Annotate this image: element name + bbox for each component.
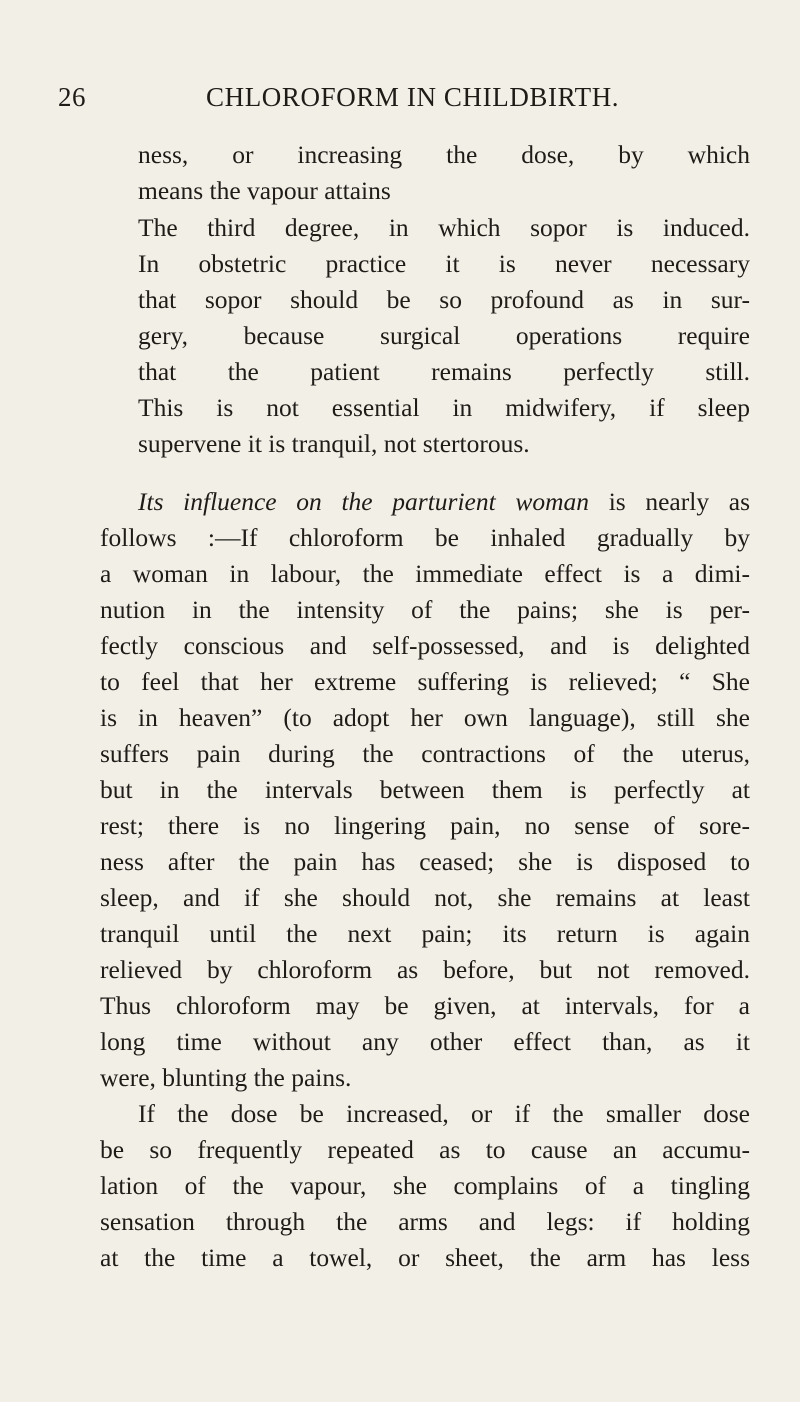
text-line: Thus chloroform may be given, at intervals, for a xyxy=(100,991,750,1020)
page-number: 26 xyxy=(58,82,86,112)
text-line: relieved by chloroform as before, but not removed. xyxy=(100,955,750,984)
text-line: tranquil until the next pain; its return is again xyxy=(100,919,750,948)
text-line: rest; there is no lingering pain, no sense of sore- xyxy=(100,811,750,840)
text-line: fectly conscious and self-possessed, and is delighted xyxy=(100,631,750,660)
text-line: If the dose be increased, or if the smaller dose xyxy=(138,1099,750,1128)
text-line-rest: is nearly as xyxy=(589,487,750,516)
text-line: that the patient remains perfectly still. xyxy=(138,357,750,386)
text-line: long time without any other effect than, as it xyxy=(100,1027,750,1056)
text-line: that sopor should be so profound as in sur- xyxy=(138,285,750,314)
text-line: at the time a towel, or sheet, the arm has less xyxy=(100,1243,750,1272)
text-line: lation of the vapour, she complains of a tingling xyxy=(100,1171,750,1200)
running-title: CHLOROFORM IN CHILDBIRTH. xyxy=(206,82,620,112)
text-line: supervene it is tranquil, not stertorous. xyxy=(138,429,530,458)
text-line: a woman in labour, the immediate effect is a dimi- xyxy=(100,559,750,588)
text-line: gery, because surgical operations require xyxy=(138,321,750,350)
text-line: follows :—If chloroform be inhaled gradually by xyxy=(100,523,750,552)
text-line: ness after the pain has ceased; she is disposed to xyxy=(100,847,750,876)
text-line: sensation through the arms and legs: if holding xyxy=(100,1207,750,1236)
text-line: ness, or increasing the dose, by which xyxy=(138,140,750,169)
text-line: sleep, and if she should not, she remains at least xyxy=(100,883,750,912)
text-line: were, blunting the pains. xyxy=(100,1063,352,1092)
text-line: This is not essential in midwifery, if sleep xyxy=(138,393,750,422)
text-line: In obstetric practice it is never necessary xyxy=(138,249,750,278)
text-line: to feel that her extreme suffering is relieved; “ She xyxy=(100,667,750,696)
text-line: is in heaven” (to adopt her own language), still she xyxy=(100,703,750,732)
text-line: means the vapour attains xyxy=(138,176,391,205)
text-line: be so frequently repeated as to cause an accumu- xyxy=(100,1135,750,1164)
text-line: The third degree, in which sopor is induced. xyxy=(138,213,750,242)
running-head xyxy=(58,82,748,112)
text-line-with-italic-heading xyxy=(138,484,750,520)
italic-heading: Its influence on the parturient woman xyxy=(138,487,590,516)
text-line: but in the intervals between them is perfectly at xyxy=(100,775,750,804)
text-line: nution in the intensity of the pains; she is per- xyxy=(100,595,750,624)
text-line: suffers pain during the contractions of the uterus, xyxy=(100,739,750,768)
